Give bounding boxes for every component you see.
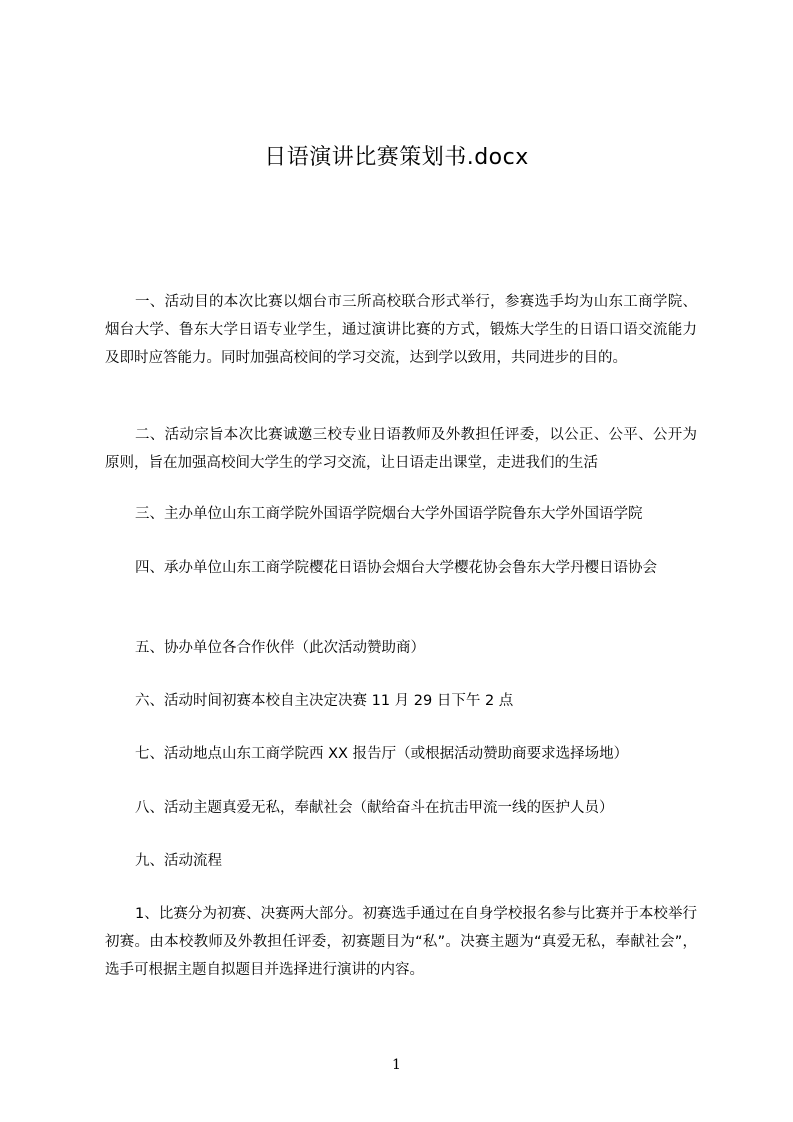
paragraph-theme: 八、活动主题真爱无私，奉献社会（献给奋斗在抗击甲流一线的医护人员） — [135, 800, 614, 816]
paragraph-co-organizer: 五、协办单位各合作伙伴（此次活动赞助商） — [135, 640, 425, 656]
paragraph-time: 六、活动时间初赛本校自主决定决赛 11 月 29 日下午 2 点 — [135, 693, 514, 709]
paragraph-process-step-1: 1、比赛分为初赛、决赛两大部分。初赛选手通过在自身学校报名参与比赛并于本校举行初赛。由本校教师及外教担任评委，初赛题目为“私”。决赛主题为“真爱无私，奉献社会”，选手可根据主题自拟题目并选择进行演讲的内容。 — [105, 906, 697, 978]
paragraph-host: 四、承办单位山东工商学院樱花日语协会烟台大学樱花协会鲁东大学丹樱日语协会 — [135, 560, 657, 576]
page-number: 1 — [392, 1057, 401, 1073]
document-title: 日语演讲比赛策划书.docx — [264, 145, 529, 170]
paragraph-location: 七、活动地点山东工商学院西 XX 报告厅（或根据活动赞助商要求选择场地） — [135, 746, 629, 762]
paragraph-process-heading: 九、活动流程 — [135, 853, 222, 869]
paragraph-aim: 二、活动宗旨本次比赛诚邀三校专业日语教师及外教担任评委，以公正、公平、公开为原则，旨在加强高校间大学生的学习交流，让日语走出课堂，走进我们的生活 — [105, 427, 697, 471]
paragraph-organizer: 三、主办单位山东工商学院外国语学院烟台大学外国语学院鲁东大学外国语学院 — [135, 506, 643, 522]
paragraph-purpose: 一、活动目的本次比赛以烟台市三所高校联合形式举行，参赛选手均为山东工商学院、烟台大学、鲁东大学日语专业学生，通过演讲比赛的方式，锻炼大学生的日语口语交流能力及即时应答能力。同时加强高校间的学习交流，达到学以致用，共同进步的目的。 — [105, 294, 697, 366]
